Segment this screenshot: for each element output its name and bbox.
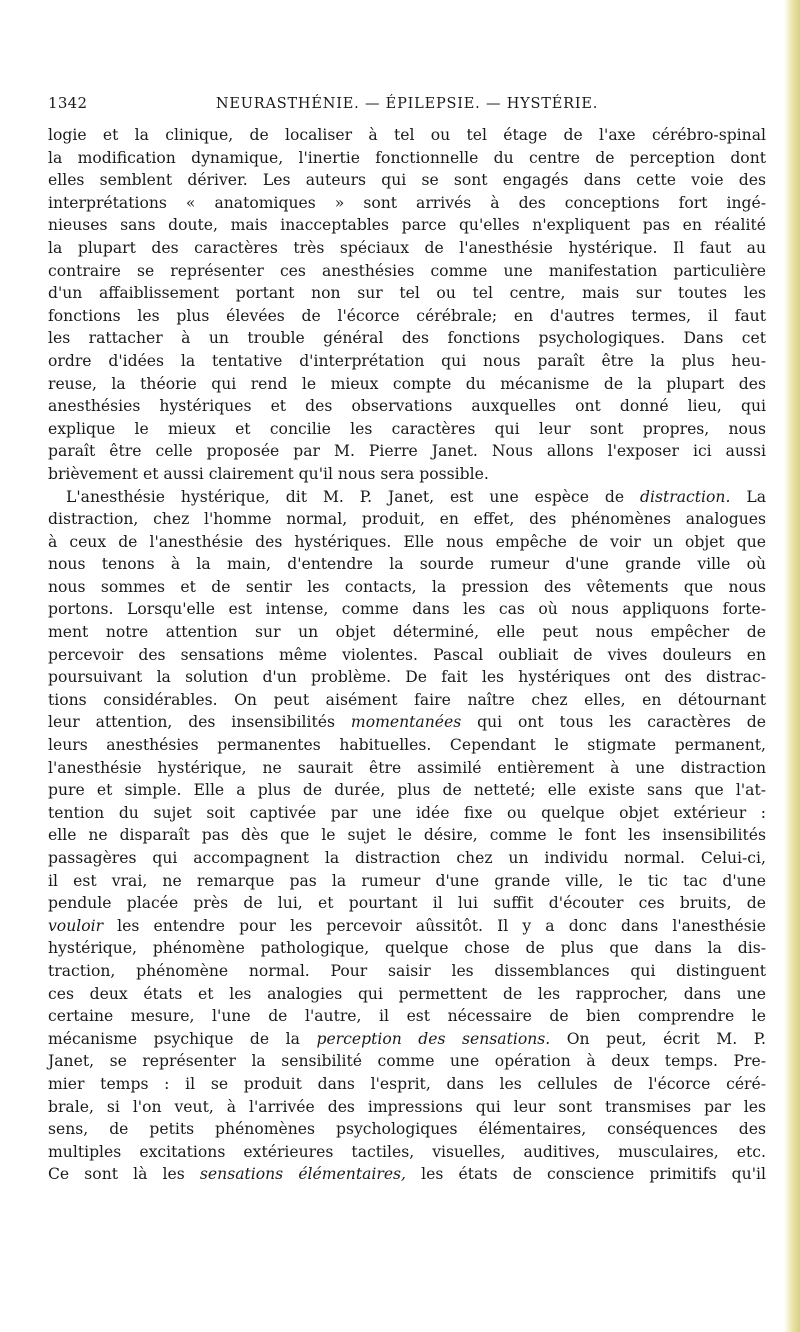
text-line: fonctions les plus élevées de l'écorce cérébrale; en d'autres termes, il faut [48, 306, 766, 325]
text-line: il est vrai, ne remarque pas la rumeur d'une grande ville, le tic tac d'une [48, 871, 766, 890]
text-line: portons. Lorsqu'elle est intense, comme dans les cas où nous appliquons forte- [48, 600, 766, 619]
text-line: leurs anesthésies permanentes habituelles. Cependant le stigmate permanent, [48, 736, 766, 755]
text-line: nous tenons à la main, d'entendre la sourde rumeur d'une grande ville où [48, 555, 766, 574]
text-run: On peut, écrit M. P. [550, 1029, 766, 1048]
italic-term-sensations-elementaires: sensations élémentaires, [199, 1165, 407, 1184]
running-header [48, 94, 766, 116]
text-run: les entendre pour les percevoir aûssitôt. Il y a donc dans l'anesthésie [103, 916, 766, 935]
text-line: certaine mesure, l'une de l'autre, il est nécessaire de bien comprendre le [48, 1007, 766, 1026]
text-line: mier temps : il se produit dans l'esprit, dans les cellules de l'écorce céré- [48, 1074, 766, 1093]
text-line: brale, si l'on veut, à l'arrivée des impressions qui leur sont transmises par les [48, 1097, 766, 1116]
text-run: les états de conscience primitifs qu'il [406, 1165, 766, 1184]
italic-term-momentanees: momentanées [350, 713, 462, 732]
text-line: anesthésies hystériques et des observations auxquelles ont donné lieu, qui [48, 397, 766, 416]
text-line: traction, phénomène normal. Pour saisir les dissemblances qui distinguent [48, 961, 766, 980]
text-line: les rattacher à un trouble général des fonctions psychologiques. Dans cet [48, 329, 766, 348]
text-line: passagères qui accompagnent la distraction chez un individu normal. Celui-ci, [48, 849, 766, 867]
text-line: nieuses sans doute, mais inacceptables parce qu'elles n'expliquent pas en réalité [48, 216, 766, 235]
text-line: l'anesthésie hystérique, ne saurait être assimilé entièrement à une distraction [48, 758, 766, 777]
text-line [48, 711, 766, 734]
text-line: distraction, chez l'homme normal, produit, en effet, des phénomènes analogues [48, 510, 766, 529]
text-line: ment notre attention sur un objet déterminé, elle peut nous empêcher de [48, 623, 766, 642]
text-line: nous sommes et de sentir les contacts, la pression des vêtements que nous [48, 577, 766, 596]
italic-term-distraction: distraction. [640, 487, 731, 506]
text-line: elle ne disparaît pas dès que le sujet le désire, comme le font les insensibilités [48, 826, 766, 845]
text-line: la modification dynamique, l'inertie fonctionnelle du centre de perception dont [48, 148, 766, 167]
text-line: contraire se représenter ces anesthésies comme une manifestation particulière [48, 261, 766, 280]
text-line: ces deux états et les analogies qui permettent de les rapprocher, dans une [48, 984, 766, 1003]
text-line [48, 1163, 766, 1186]
text-line: percevoir des sensations même violentes. Pascal oubliait de vives douleurs en [48, 645, 766, 664]
text-line: à ceux de l'anesthésie des hystériques. Elle nous empêche de voir un objet que [48, 532, 766, 551]
italic-term-vouloir: vouloir [48, 916, 104, 935]
text-run: mécanisme psychique de la [48, 1029, 317, 1048]
running-title: NEURASTHÉNIE. — ÉPILEPSIE. — HYSTÉRIE. [215, 96, 599, 112]
text-line: reuse, la théorie qui rend le mieux compte du mécanisme de la plupart des [48, 374, 766, 393]
text-run: qui ont tous les caractères de [461, 713, 766, 732]
text-line: sens, de petits phénomènes psychologiques élémentaires, conséquences des [48, 1120, 766, 1139]
page-edge-shadow [784, 0, 800, 1332]
text-line: paraît être celle proposée par M. Pierre Janet. Nous allons l'exposer ici aussi [48, 442, 766, 461]
text-line: Janet, se représenter la sensibilité comme une opération à deux temps. Pre- [48, 1052, 766, 1071]
text-line: brièvement et aussi clairement qu'il nous sera possible. [48, 464, 489, 483]
text-line: logie et la clinique, de localiser à tel ou tel étage de l'axe cérébro-spinal [48, 126, 766, 144]
text-line: pure et simple. Elle a plus de durée, plus de netteté; elle existe sans que l'at- [48, 781, 766, 800]
text-line: pendule placée près de lui, et pourtant il lui suffit d'écouter ces bruits, de [48, 894, 766, 913]
text-line [48, 486, 766, 509]
text-line: la plupart des caractères très spéciaux de l'anesthésie hystérique. Il faut au [48, 238, 766, 257]
italic-term-perception: perception des sensations. [316, 1029, 551, 1048]
body-text [48, 124, 766, 1186]
text-line: tions considérables. On peut aisément faire naître chez elles, en détournant [48, 690, 766, 709]
text-line [48, 1028, 766, 1051]
text-line: multiples excitations extérieures tactiles, visuelles, auditives, musculaires, etc. [48, 1142, 766, 1161]
text-line: explique le mieux et concilie les caractères qui leur sont propres, nous [48, 419, 766, 438]
text-line: hystérique, phénomène pathologique, quelque chose de plus que dans la dis- [48, 939, 766, 958]
text-line: ordre d'idées la tentative d'interprétation qui nous paraît être la plus heu- [48, 351, 766, 370]
text-line: poursuivant la solution d'un problème. De fait les hystériques ont des distrac- [48, 668, 766, 687]
text-run: L'anesthésie hystérique, dit M. P. Janet, est une espèce de [66, 487, 641, 506]
text-run: leur attention, des insensibilités [48, 713, 351, 732]
page-number: 1342 [48, 94, 88, 112]
text-line: d'un affaiblissement portant non sur tel ou tel centre, mais sur toutes les [48, 284, 766, 303]
text-line [48, 915, 766, 938]
text-line: interprétations « anatomiques » sont arrivés à des conceptions fort ingé- [48, 193, 766, 212]
text-run: La [730, 487, 766, 506]
text-line: elles semblent dériver. Les auteurs qui se sont engagés dans cette voie des [48, 171, 766, 190]
text-line: tention du sujet soit captivée par une idée fixe ou quelque objet extérieur : [48, 803, 766, 822]
text-run: Ce sont là les [48, 1165, 200, 1184]
book-page [48, 94, 766, 1186]
